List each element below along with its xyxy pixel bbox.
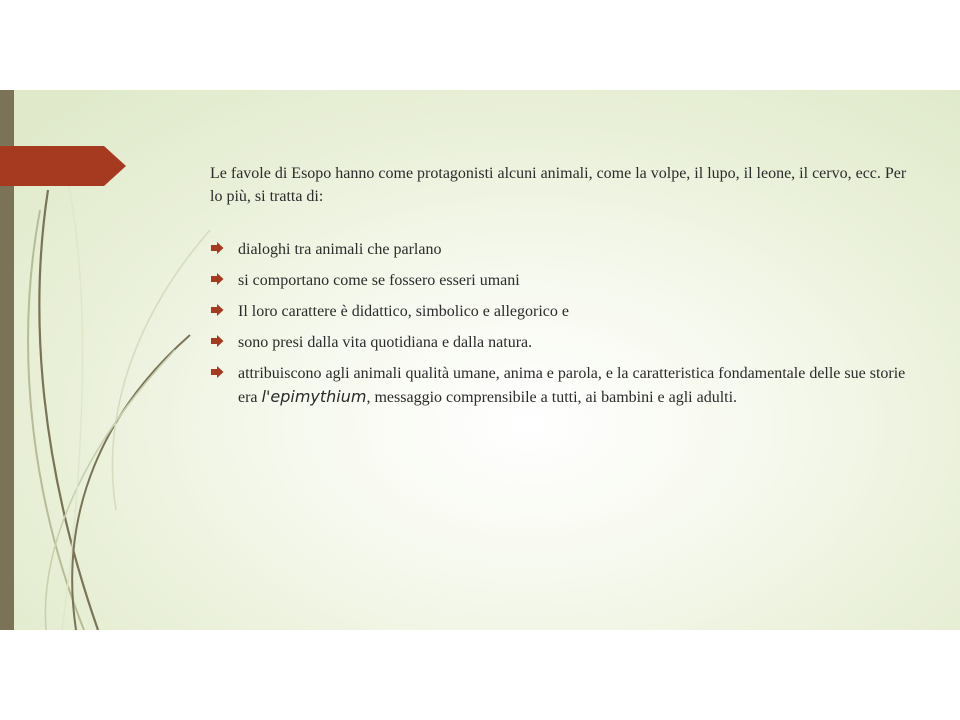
bullet-item [210,238,910,261]
stem-line [72,335,190,630]
accent-arrow-shape [0,146,126,186]
bullet-list [210,238,910,409]
bullet-item [210,269,910,292]
bullet-item [210,300,910,323]
bullet-text: Il loro carattere è didattico, simbolico e allegorico e [238,303,569,320]
intro-paragraph: Le favole di Esopo hanno come protagonisti alcuni animali, come la volpe, il lupo, il leone, il cervo, ecc. Per lo più, si tratta di: [210,165,907,205]
stem-line [60,150,83,630]
epimythium-emphasis: l'epimythium [261,387,367,406]
stem-line [45,350,175,630]
bullet-item [210,331,910,354]
stem-line [28,210,84,630]
arrow-bullet-icon [210,366,224,378]
stem-line [112,230,210,510]
stem-line [39,190,98,630]
slide [0,90,960,630]
bullet-text: si comportano come se fossero esseri umani [238,272,520,289]
arrow-bullet-icon [210,304,224,316]
arrow-bullet-icon [210,335,224,347]
slide-content [210,162,910,417]
bullet-text-before: attribuiscono agli animali qualità umane, anima e parola, e la caratteristica fondamentale delle sue storie era [238,365,906,406]
bullet-text: dialoghi tra animali che parlano [238,241,442,258]
arrow-bullet-icon [210,242,224,254]
bullet-text-after: , messaggio comprensibile a tutti, ai bambini e agli adulti. [366,389,738,406]
bullet-item [210,362,910,409]
bullet-text: sono presi dalla vita quotidiana e dalla natura. [238,334,533,351]
arrow-bullet-icon [210,273,224,285]
